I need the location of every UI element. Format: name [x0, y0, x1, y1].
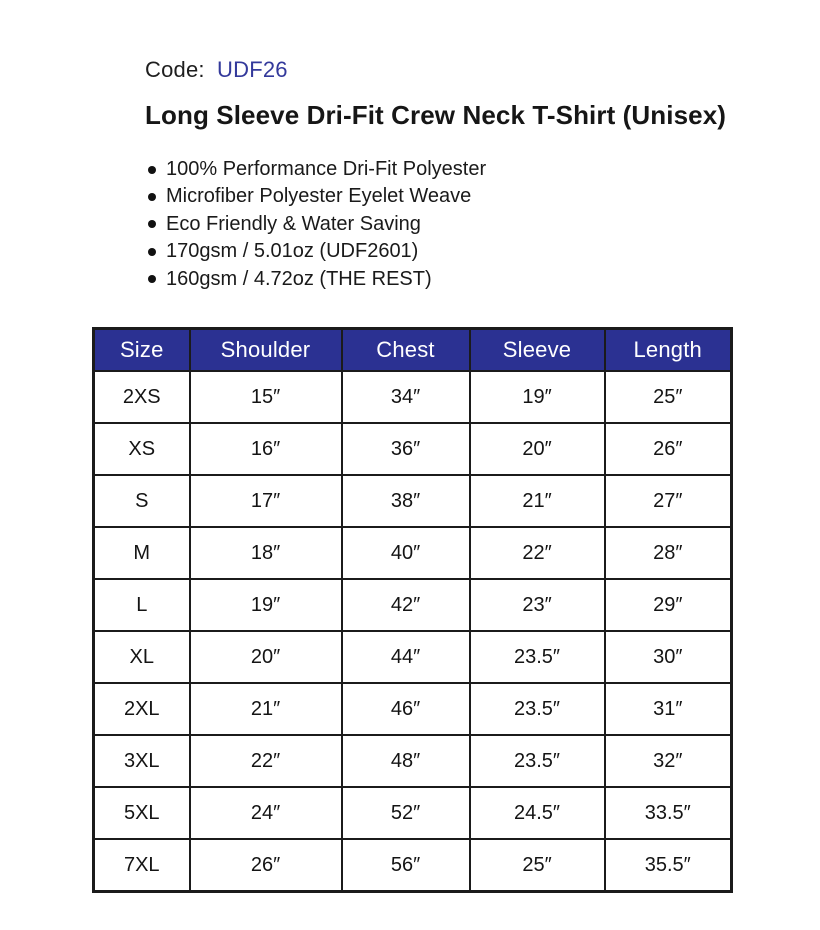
measurement-cell: 15″ — [190, 371, 342, 423]
size-cell: XS — [94, 423, 190, 475]
measurement-cell: 48″ — [342, 735, 470, 787]
table-row — [94, 527, 732, 579]
column-header-shoulder: Shoulder — [190, 329, 342, 372]
header-block — [145, 57, 765, 293]
size-chart-table — [92, 327, 733, 893]
bullet-icon — [148, 220, 156, 228]
measurement-cell: 31″ — [605, 683, 732, 735]
measurement-cell: 23.5″ — [470, 735, 605, 787]
measurement-cell: 16″ — [190, 423, 342, 475]
feature-item — [148, 238, 765, 265]
bullet-icon — [148, 248, 156, 256]
measurement-cell: 30″ — [605, 631, 732, 683]
measurement-cell: 40″ — [342, 527, 470, 579]
feature-item — [148, 211, 765, 238]
feature-item — [148, 156, 765, 183]
measurement-cell: 21″ — [470, 475, 605, 527]
table-row — [94, 423, 732, 475]
table-row — [94, 839, 732, 892]
measurement-cell: 52″ — [342, 787, 470, 839]
product-code-line — [145, 57, 765, 83]
measurement-cell: 24.5″ — [470, 787, 605, 839]
size-cell: XL — [94, 631, 190, 683]
table-header-row — [94, 329, 732, 372]
feature-text: Eco Friendly & Water Saving — [166, 212, 421, 235]
measurement-cell: 22″ — [190, 735, 342, 787]
measurement-cell: 17″ — [190, 475, 342, 527]
measurement-cell: 23″ — [470, 579, 605, 631]
measurement-cell: 28″ — [605, 527, 732, 579]
table-row — [94, 579, 732, 631]
column-header-chest: Chest — [342, 329, 470, 372]
measurement-cell: 25″ — [605, 371, 732, 423]
feature-text: 170gsm / 5.01oz (UDF2601) — [166, 240, 419, 263]
measurement-cell: 33.5″ — [605, 787, 732, 839]
bullet-icon — [148, 275, 156, 283]
table-row — [94, 631, 732, 683]
measurement-cell: 25″ — [470, 839, 605, 892]
measurement-cell: 56″ — [342, 839, 470, 892]
measurement-cell: 46″ — [342, 683, 470, 735]
measurement-cell: 22″ — [470, 527, 605, 579]
measurement-cell: 26″ — [605, 423, 732, 475]
bullet-icon — [148, 166, 156, 174]
feature-text: Microfiber Polyester Eyelet Weave — [166, 185, 472, 208]
table-row — [94, 475, 732, 527]
measurement-cell: 26″ — [190, 839, 342, 892]
size-cell: 5XL — [94, 787, 190, 839]
feature-text: 160gsm / 4.72oz (THE REST) — [166, 267, 432, 290]
table-body — [94, 371, 732, 892]
measurement-cell: 19″ — [470, 371, 605, 423]
size-cell: 3XL — [94, 735, 190, 787]
table-row — [94, 371, 732, 423]
measurement-cell: 29″ — [605, 579, 732, 631]
measurement-cell: 44″ — [342, 631, 470, 683]
size-cell: 2XL — [94, 683, 190, 735]
table-row — [94, 787, 732, 839]
bullet-icon — [148, 193, 156, 201]
measurement-cell: 21″ — [190, 683, 342, 735]
measurement-cell: 23.5″ — [470, 683, 605, 735]
measurement-cell: 20″ — [470, 423, 605, 475]
measurement-cell: 35.5″ — [605, 839, 732, 892]
column-header-sleeve: Sleeve — [470, 329, 605, 372]
column-header-length: Length — [605, 329, 732, 372]
table-row — [94, 735, 732, 787]
measurement-cell: 42″ — [342, 579, 470, 631]
product-code-value: UDF26 — [217, 57, 288, 82]
measurement-cell: 32″ — [605, 735, 732, 787]
size-cell: 2XS — [94, 371, 190, 423]
product-title: Long Sleeve Dri-Fit Crew Neck T-Shirt (Unisex) — [145, 100, 727, 130]
measurement-cell: 23.5″ — [470, 631, 605, 683]
size-cell: 7XL — [94, 839, 190, 892]
feature-item — [148, 183, 765, 210]
column-header-size: Size — [94, 329, 190, 372]
measurement-cell: 20″ — [190, 631, 342, 683]
measurement-cell: 38″ — [342, 475, 470, 527]
measurement-cell: 19″ — [190, 579, 342, 631]
table-row — [94, 683, 732, 735]
measurement-cell: 24″ — [190, 787, 342, 839]
measurement-cell: 34″ — [342, 371, 470, 423]
product-code-label: Code: — [145, 57, 205, 82]
measurement-cell: 36″ — [342, 423, 470, 475]
size-cell: S — [94, 475, 190, 527]
size-cell: L — [94, 579, 190, 631]
size-cell: M — [94, 527, 190, 579]
measurement-cell: 27″ — [605, 475, 732, 527]
feature-list — [148, 156, 765, 293]
measurement-cell: 18″ — [190, 527, 342, 579]
feature-text: 100% Performance Dri-Fit Polyester — [166, 158, 487, 180]
feature-item — [148, 266, 765, 293]
